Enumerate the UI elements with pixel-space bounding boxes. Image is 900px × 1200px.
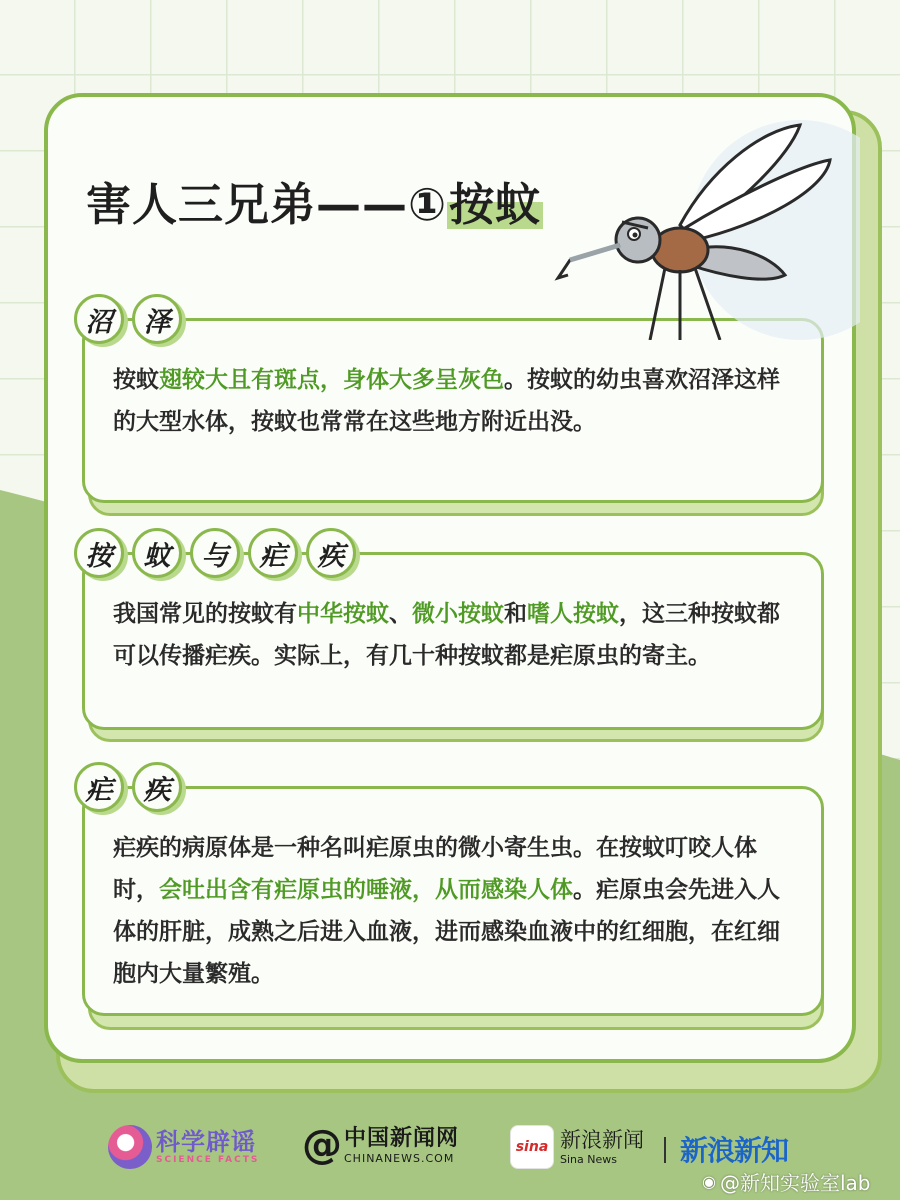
title-highlight: 按蚊 xyxy=(449,178,542,231)
section-tag: 蚊 xyxy=(132,528,182,578)
logo-science-facts[interactable] xyxy=(108,1125,259,1169)
sina-news-cn: 新浪新闻 xyxy=(560,1128,644,1152)
section-box xyxy=(82,786,824,1016)
chinanews-en: CHINANEWS.COM xyxy=(344,1151,455,1165)
section-tag: 疾 xyxy=(132,762,182,812)
section-tag: 疟 xyxy=(248,528,298,578)
body-text: 。疟原虫会先进入人体的肝脏，成熟之后进入血液，进而感染血液中的红细胞，在红细胞内大量繁殖。 xyxy=(113,877,780,987)
title-main: 害人三兄弟——① xyxy=(86,178,448,231)
mosquito-illustration xyxy=(530,110,860,340)
logo-sina-xinzhi[interactable]: 新浪新知 xyxy=(680,1134,789,1167)
chinanews-cn: 中国新闻网 xyxy=(344,1125,460,1151)
body-text: 按蚊 xyxy=(113,367,159,393)
body-text: 和 xyxy=(504,601,527,627)
highlighted-text: 翅较大且有斑点，身体大多呈灰色 xyxy=(159,367,504,393)
body-text: 、 xyxy=(389,601,412,627)
section-malaria xyxy=(82,786,824,1026)
science-facts-en: SCIENCE FACTS xyxy=(156,1155,260,1165)
science-facts-cn: 科学辟谣 xyxy=(156,1128,256,1156)
section-anopheles-malaria xyxy=(82,552,824,742)
highlighted-text: 中华按蚊 xyxy=(297,601,389,627)
section-tag: 按 xyxy=(74,528,124,578)
logo-sina-news[interactable] xyxy=(510,1125,644,1169)
body-text: 。按蚊的幼虫喜欢沼泽这样的大型水体，按蚊也常常在这些地方附近出没。 xyxy=(113,367,780,435)
highlighted-text: 嗜人按蚊 xyxy=(527,601,619,627)
highlighted-text: 会吐出含有疟原虫的唾液，从而感染人体 xyxy=(159,877,573,903)
science-facts-logo-icon xyxy=(108,1125,152,1169)
watermark-text: @新知实验室lab xyxy=(719,1171,871,1195)
section-paragraph xyxy=(113,593,799,677)
section-swamp xyxy=(82,318,824,518)
section-box xyxy=(82,318,824,503)
weibo-watermark xyxy=(702,1167,870,1196)
sina-eye-icon: sina xyxy=(510,1125,554,1169)
chinanews-at-icon: @ xyxy=(302,1122,342,1168)
sina-news-en: Sina News xyxy=(560,1153,617,1166)
footer-logos xyxy=(0,1115,900,1200)
body-text: 我国常见的按蚊有 xyxy=(113,601,297,627)
logo-chinanews[interactable] xyxy=(302,1122,460,1168)
weibo-icon: ◉ xyxy=(702,1172,716,1191)
section-tag: 疾 xyxy=(306,528,356,578)
body-text: ，这三种按蚊都可以传播疟疾。实际上，有几十种按蚊都是疟原虫的寄主。 xyxy=(113,601,780,669)
section-tag: 泽 xyxy=(132,294,182,344)
page-title xyxy=(86,168,543,233)
section-tag: 沼 xyxy=(74,294,124,344)
section-box xyxy=(82,552,824,730)
highlighted-text: 微小按蚊 xyxy=(412,601,504,627)
section-tags xyxy=(74,528,364,578)
section-paragraph xyxy=(113,827,799,995)
logo-divider xyxy=(664,1137,666,1163)
section-tags xyxy=(74,762,190,812)
section-tag: 疟 xyxy=(74,762,124,812)
section-tag: 与 xyxy=(190,528,240,578)
body-text: 疟疾的病原体是一种名叫疟原虫的微小寄生虫。在按蚊叮咬人体时， xyxy=(113,835,757,903)
section-paragraph xyxy=(113,359,799,443)
section-tags xyxy=(74,294,190,344)
